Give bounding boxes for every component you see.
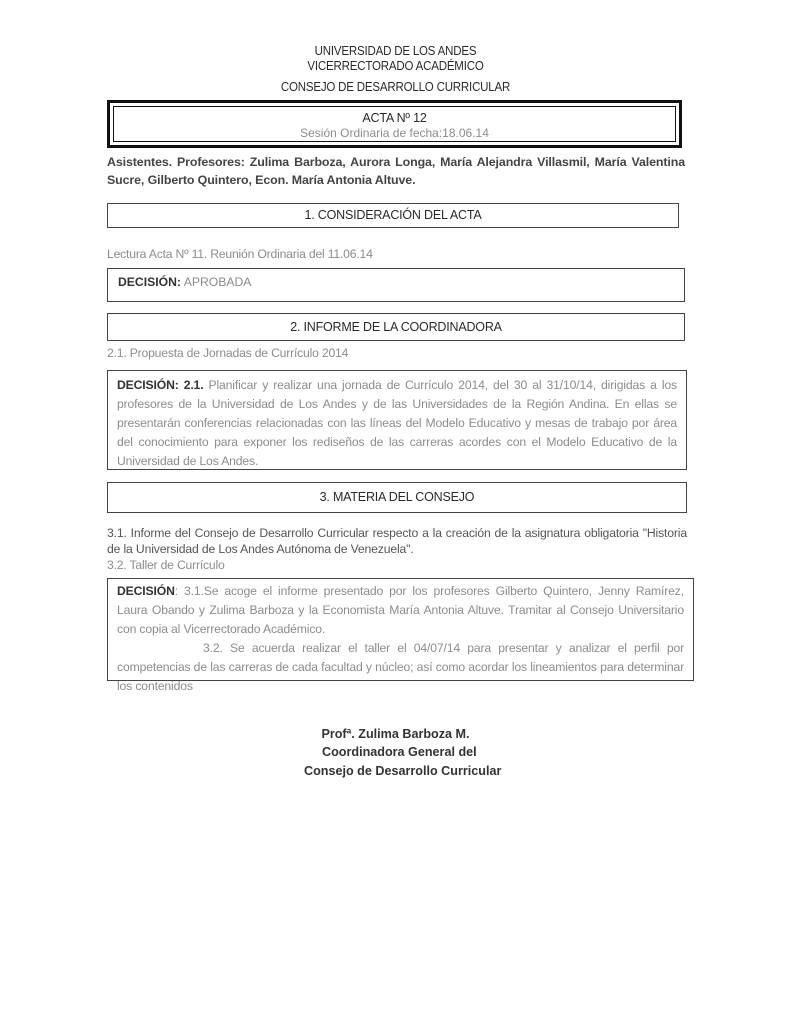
section-3-decision-text-2: 3.2. Se acuerda realizar el taller el 04/07/14 para presentar y analizar el perfil por competencias de las carreras de cada facultad y núcleo; así como acordar los lineamientos para determinar los contenidos [117, 641, 684, 693]
section-2-decision-text: Planificar y realizar una jornada de Currículo 2014, del 30 al 31/10/14, dirigidas a los profesores de la Universidad de Los Andes y de las Universidades de la Región Andina. En ellas se presentarán conferencias relacionadas con las líneas del Modelo Educativo y mesas de trabajo por área del conocimiento para exponer los rediseños de las carreras acordes con el Modelo Educativo de la Universidad de Los Andes. [117, 378, 677, 468]
section-2-decision-label: DECISIÓN: 2.1. [117, 378, 204, 392]
section-2-item: 2.1. Propuesta de Jornadas de Currículo 2014 [107, 346, 349, 360]
header-vicerrectorado: VICERRECTORADO ACADÉMICO [307, 59, 484, 73]
section-1-decision-text: APROBADA [180, 275, 252, 289]
acta-box [107, 100, 682, 148]
section-1-decision-label: DECISIÓN: [118, 275, 181, 289]
acta-session: Sesión Ordinaria de fecha:18.06.14 [300, 126, 489, 140]
acta-title: ACTA Nº 12 [362, 111, 427, 125]
section-1-title: 1. CONSIDERACIÓN DEL ACTA [107, 203, 679, 228]
header-university: UNIVERSIDAD DE LOS ANDES [314, 44, 477, 58]
section-1-decision-box [107, 268, 685, 302]
header-council: CONSEJO DE DESARROLLO CURRICULAR [280, 80, 511, 94]
section-2-decision-box [107, 370, 687, 470]
section-1-reading: Lectura Acta Nº 11. Reunión Ordinaria del 11.06.14 [107, 247, 373, 261]
section-3-title: 3. MATERIA DEL CONSEJO [107, 482, 687, 513]
attendees: Asistentes. Profesores: Zulima Barboza, Aurora Longa, María Alejandra Villasmil, María Valentina Sucre, Gilberto Quintero, Econ. María Antonia Altuve. [107, 155, 685, 187]
section-3-decision-label: DECISIÓN [117, 584, 175, 598]
signature-role-2: Consejo de Desarrollo Curricular [304, 764, 502, 778]
section-3-decision-box [107, 578, 694, 693]
section-3-item-1: 3.1. Informe del Consejo de Desarrollo Curricular respecto a la creación de la asignatura obligatoria "Historia de la Universidad de Los Andes Autónoma de Venezuela". [107, 526, 687, 556]
section-2-title: 2. INFORME DE LA COORDINADORA [107, 313, 685, 341]
signature-role-1: Coordinadora General del [322, 745, 477, 759]
section-3-item-2: 3.2. Taller de Currículo [107, 558, 225, 572]
section-3-decision-text-1: : 3.1.Se acoge el informe presentado por los profesores Gilberto Quintero, Jenny Ramírez, Laura Obando y Zulima Barboza y la Economista María Antonia Altuve. Tramitar al Consejo Universitario con copia al Vicerrectorado Académico. [117, 584, 684, 636]
signature-name: Profª. Zulima Barboza M. [321, 727, 470, 741]
